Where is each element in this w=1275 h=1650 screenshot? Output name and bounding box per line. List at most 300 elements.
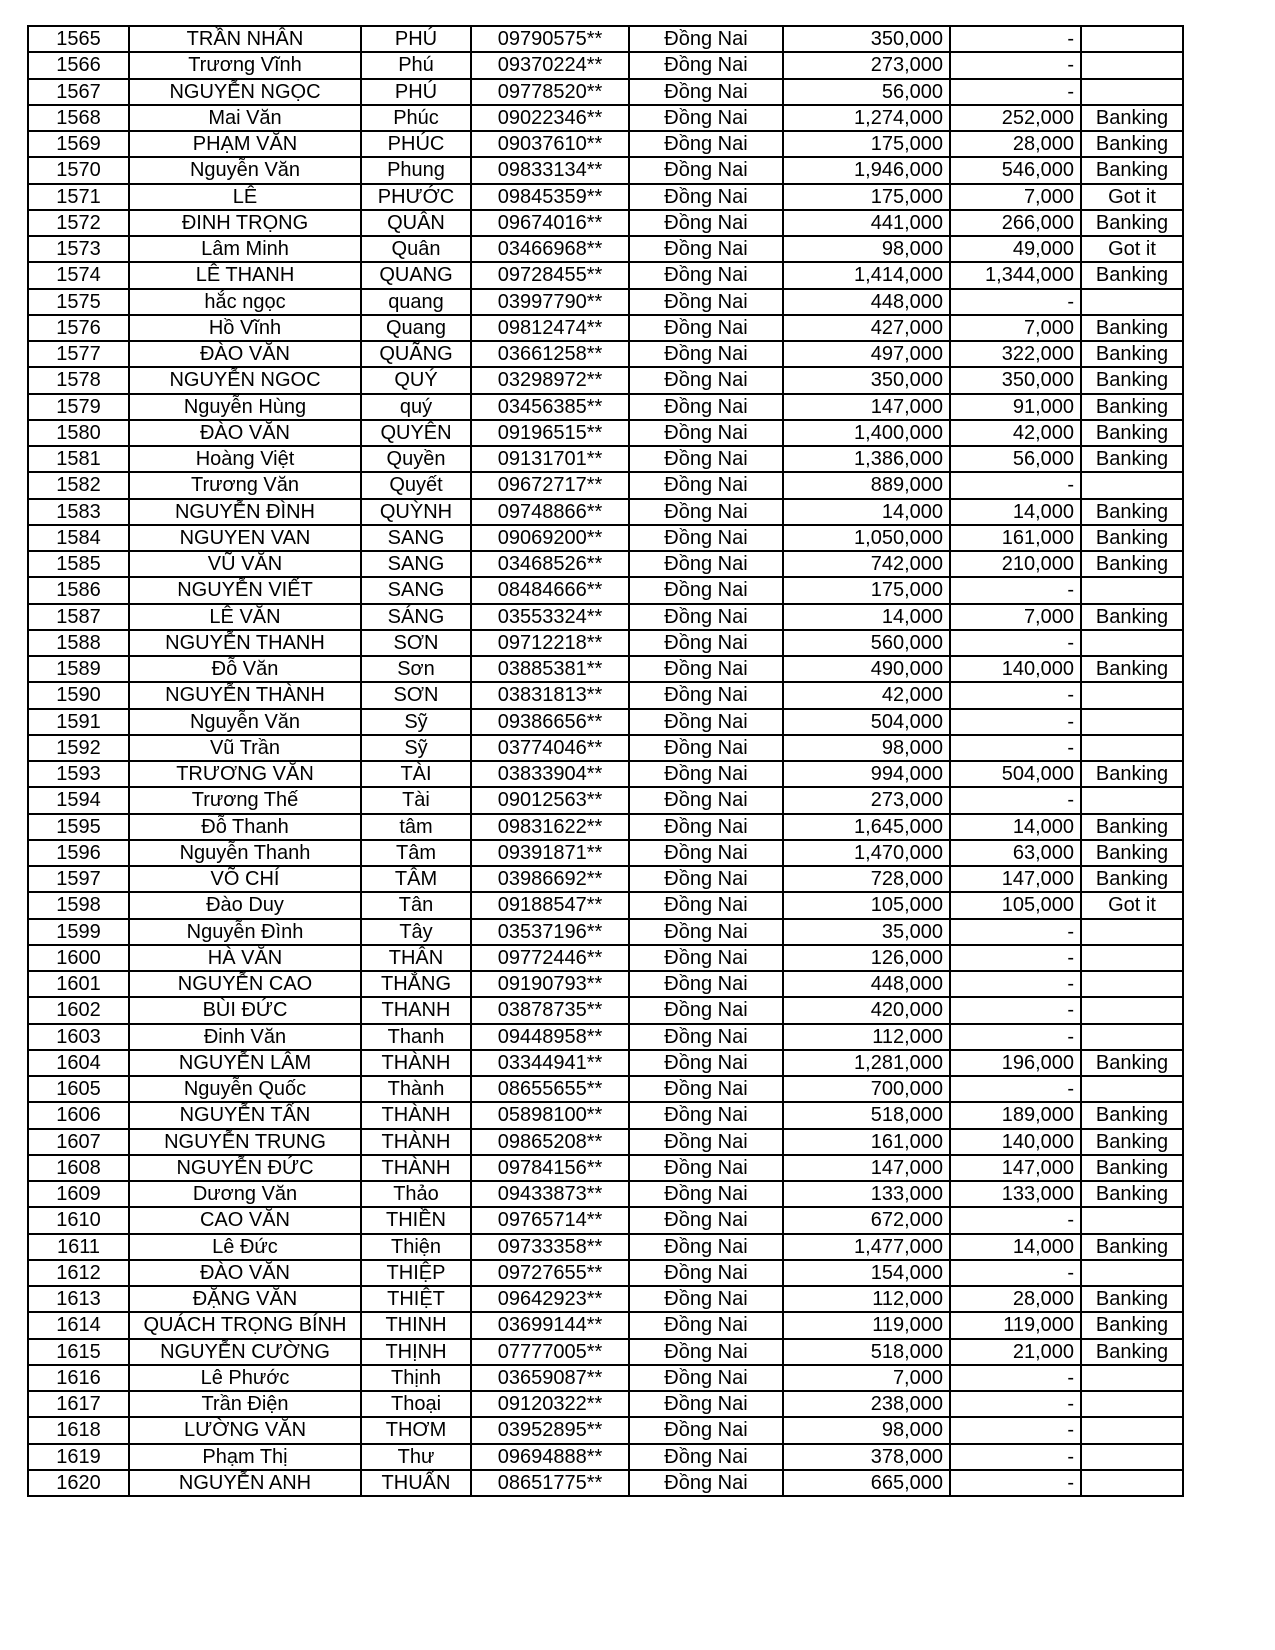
- given-name-cell: SANG: [361, 551, 471, 577]
- row-number-cell: 1602: [28, 997, 129, 1023]
- table-row: [28, 26, 1183, 52]
- amount-cell: 448,000: [783, 971, 950, 997]
- table-row: [28, 1365, 1183, 1391]
- table-row: [28, 1417, 1183, 1443]
- paid-cell: -: [950, 971, 1081, 997]
- phone-cell: 09772446**: [471, 945, 629, 971]
- phone-cell: 03661258**: [471, 341, 629, 367]
- paid-cell: -: [950, 472, 1081, 498]
- amount-cell: 7,000: [783, 1365, 950, 1391]
- phone-cell: 03774046**: [471, 735, 629, 761]
- amount-cell: 1,645,000: [783, 814, 950, 840]
- table-row: [28, 131, 1183, 157]
- amount-cell: 1,470,000: [783, 840, 950, 866]
- method-cell: [1081, 289, 1183, 315]
- given-name-cell: PHÚ: [361, 79, 471, 105]
- given-name-cell: Thảo: [361, 1181, 471, 1207]
- table-row: [28, 394, 1183, 420]
- province-cell: Đồng Nai: [629, 630, 783, 656]
- method-cell: [1081, 971, 1183, 997]
- amount-cell: 14,000: [783, 604, 950, 630]
- given-name-cell: QUÃNG: [361, 341, 471, 367]
- row-number-cell: 1608: [28, 1155, 129, 1181]
- paid-cell: -: [950, 919, 1081, 945]
- province-cell: Đồng Nai: [629, 236, 783, 262]
- amount-cell: 1,274,000: [783, 105, 950, 131]
- row-number-cell: 1603: [28, 1024, 129, 1050]
- paid-cell: 196,000: [950, 1050, 1081, 1076]
- row-number-cell: 1601: [28, 971, 129, 997]
- row-number-cell: 1575: [28, 289, 129, 315]
- amount-cell: 14,000: [783, 499, 950, 525]
- phone-cell: 03833904**: [471, 761, 629, 787]
- phone-cell: 03344941**: [471, 1050, 629, 1076]
- given-name-cell: Quân: [361, 236, 471, 262]
- method-cell: [1081, 1365, 1183, 1391]
- table-row: [28, 814, 1183, 840]
- amount-cell: 1,386,000: [783, 446, 950, 472]
- table-row: [28, 157, 1183, 183]
- method-cell: [1081, 945, 1183, 971]
- paid-cell: 21,000: [950, 1339, 1081, 1365]
- amount-cell: 1,477,000: [783, 1234, 950, 1260]
- province-cell: Đồng Nai: [629, 682, 783, 708]
- table-row: [28, 472, 1183, 498]
- province-cell: Đồng Nai: [629, 866, 783, 892]
- method-cell: Banking: [1081, 1286, 1183, 1312]
- paid-cell: 28,000: [950, 1286, 1081, 1312]
- surname-cell: Đinh Văn: [129, 1024, 361, 1050]
- table-row: [28, 1076, 1183, 1102]
- surname-cell: NGUYỄN TẤN: [129, 1102, 361, 1128]
- table-row: [28, 1050, 1183, 1076]
- phone-cell: 09727655**: [471, 1260, 629, 1286]
- table-row: [28, 892, 1183, 918]
- surname-cell: PHẠM VĂN: [129, 131, 361, 157]
- paid-cell: -: [950, 1365, 1081, 1391]
- row-number-cell: 1612: [28, 1260, 129, 1286]
- paid-cell: 28,000: [950, 131, 1081, 157]
- province-cell: Đồng Nai: [629, 157, 783, 183]
- paid-cell: -: [950, 945, 1081, 971]
- amount-cell: 490,000: [783, 656, 950, 682]
- paid-cell: -: [950, 1024, 1081, 1050]
- given-name-cell: Phúc: [361, 105, 471, 131]
- method-cell: Banking: [1081, 262, 1183, 288]
- row-number-cell: 1584: [28, 525, 129, 551]
- phone-cell: 09784156**: [471, 1155, 629, 1181]
- surname-cell: Nguyễn Quốc: [129, 1076, 361, 1102]
- paid-cell: 91,000: [950, 394, 1081, 420]
- province-cell: Đồng Nai: [629, 262, 783, 288]
- method-cell: Banking: [1081, 1181, 1183, 1207]
- given-name-cell: SƠN: [361, 682, 471, 708]
- row-number-cell: 1589: [28, 656, 129, 682]
- given-name-cell: QUANG: [361, 262, 471, 288]
- given-name-cell: QUYÊN: [361, 420, 471, 446]
- paid-cell: 322,000: [950, 341, 1081, 367]
- method-cell: [1081, 1444, 1183, 1470]
- province-cell: Đồng Nai: [629, 367, 783, 393]
- province-cell: Đồng Nai: [629, 1050, 783, 1076]
- given-name-cell: PHƯỚC: [361, 184, 471, 210]
- paid-cell: 140,000: [950, 1129, 1081, 1155]
- table-row: [28, 1470, 1183, 1496]
- phone-cell: 03537196**: [471, 919, 629, 945]
- table-row: [28, 656, 1183, 682]
- table-row: [28, 315, 1183, 341]
- surname-cell: NGUYỄN VIẾT: [129, 577, 361, 603]
- phone-cell: 03659087**: [471, 1365, 629, 1391]
- province-cell: Đồng Nai: [629, 840, 783, 866]
- table-row: [28, 79, 1183, 105]
- paid-cell: 266,000: [950, 210, 1081, 236]
- method-cell: Banking: [1081, 1155, 1183, 1181]
- phone-cell: 09196515**: [471, 420, 629, 446]
- province-cell: Đồng Nai: [629, 446, 783, 472]
- province-cell: Đồng Nai: [629, 131, 783, 157]
- phone-cell: 09120322**: [471, 1391, 629, 1417]
- table-row: [28, 1207, 1183, 1233]
- given-name-cell: Thanh: [361, 1024, 471, 1050]
- amount-cell: 147,000: [783, 1155, 950, 1181]
- row-number-cell: 1588: [28, 630, 129, 656]
- paid-cell: -: [950, 289, 1081, 315]
- amount-cell: 378,000: [783, 1444, 950, 1470]
- province-cell: Đồng Nai: [629, 1286, 783, 1312]
- amount-cell: 504,000: [783, 709, 950, 735]
- phone-cell: 09728455**: [471, 262, 629, 288]
- phone-cell: 03298972**: [471, 367, 629, 393]
- surname-cell: ĐÀO VĂN: [129, 1260, 361, 1286]
- paid-cell: 133,000: [950, 1181, 1081, 1207]
- phone-cell: 03952895**: [471, 1417, 629, 1443]
- paid-cell: -: [950, 682, 1081, 708]
- row-number-cell: 1576: [28, 315, 129, 341]
- surname-cell: NGUYỄN ANH: [129, 1470, 361, 1496]
- given-name-cell: THỊNH: [361, 1339, 471, 1365]
- phone-cell: 09712218**: [471, 630, 629, 656]
- paid-cell: 7,000: [950, 604, 1081, 630]
- phone-cell: 09022346**: [471, 105, 629, 131]
- province-cell: Đồng Nai: [629, 1339, 783, 1365]
- surname-cell: VŨ VĂN: [129, 551, 361, 577]
- table-row: [28, 866, 1183, 892]
- amount-cell: 42,000: [783, 682, 950, 708]
- paid-cell: 504,000: [950, 761, 1081, 787]
- table-row: [28, 1286, 1183, 1312]
- row-number-cell: 1586: [28, 577, 129, 603]
- paid-cell: 1,344,000: [950, 262, 1081, 288]
- amount-cell: 112,000: [783, 1024, 950, 1050]
- table-row: [28, 551, 1183, 577]
- amount-cell: 889,000: [783, 472, 950, 498]
- paid-cell: 119,000: [950, 1312, 1081, 1338]
- method-cell: Banking: [1081, 1129, 1183, 1155]
- phone-cell: 09131701**: [471, 446, 629, 472]
- amount-cell: 161,000: [783, 1129, 950, 1155]
- province-cell: Đồng Nai: [629, 1444, 783, 1470]
- amount-cell: 1,050,000: [783, 525, 950, 551]
- given-name-cell: THẮNG: [361, 971, 471, 997]
- method-cell: Got it: [1081, 236, 1183, 262]
- paid-cell: 546,000: [950, 157, 1081, 183]
- method-cell: Banking: [1081, 1339, 1183, 1365]
- paid-cell: 147,000: [950, 866, 1081, 892]
- amount-cell: 994,000: [783, 761, 950, 787]
- table-row: [28, 1260, 1183, 1286]
- surname-cell: Trương Thế: [129, 787, 361, 813]
- province-cell: Đồng Nai: [629, 787, 783, 813]
- amount-cell: 518,000: [783, 1339, 950, 1365]
- given-name-cell: THÂN: [361, 945, 471, 971]
- surname-cell: Hồ Vĩnh: [129, 315, 361, 341]
- province-cell: Đồng Nai: [629, 919, 783, 945]
- province-cell: Đồng Nai: [629, 997, 783, 1023]
- phone-cell: 09370224**: [471, 52, 629, 78]
- row-number-cell: 1591: [28, 709, 129, 735]
- paid-cell: -: [950, 79, 1081, 105]
- province-cell: Đồng Nai: [629, 79, 783, 105]
- paid-cell: 189,000: [950, 1102, 1081, 1128]
- paid-cell: -: [950, 1391, 1081, 1417]
- phone-cell: 09672717**: [471, 472, 629, 498]
- phone-cell: 08484666**: [471, 577, 629, 603]
- paid-cell: -: [950, 52, 1081, 78]
- method-cell: Banking: [1081, 814, 1183, 840]
- table-row: [28, 1102, 1183, 1128]
- table-row: [28, 735, 1183, 761]
- given-name-cell: Thịnh: [361, 1365, 471, 1391]
- province-cell: Đồng Nai: [629, 761, 783, 787]
- table-row: [28, 971, 1183, 997]
- surname-cell: LÊ THANH: [129, 262, 361, 288]
- row-number-cell: 1605: [28, 1076, 129, 1102]
- table-row: [28, 604, 1183, 630]
- amount-cell: 560,000: [783, 630, 950, 656]
- given-name-cell: THIỆP: [361, 1260, 471, 1286]
- amount-cell: 665,000: [783, 1470, 950, 1496]
- amount-cell: 1,946,000: [783, 157, 950, 183]
- row-number-cell: 1607: [28, 1129, 129, 1155]
- province-cell: Đồng Nai: [629, 1207, 783, 1233]
- given-name-cell: SƠN: [361, 630, 471, 656]
- row-number-cell: 1585: [28, 551, 129, 577]
- phone-cell: 09386656**: [471, 709, 629, 735]
- row-number-cell: 1604: [28, 1050, 129, 1076]
- table-row: [28, 52, 1183, 78]
- paid-cell: 7,000: [950, 315, 1081, 341]
- paid-cell: 42,000: [950, 420, 1081, 446]
- phone-cell: 09433873**: [471, 1181, 629, 1207]
- province-cell: Đồng Nai: [629, 1181, 783, 1207]
- row-number-cell: 1614: [28, 1312, 129, 1338]
- paid-cell: 105,000: [950, 892, 1081, 918]
- method-cell: Banking: [1081, 420, 1183, 446]
- surname-cell: HÀ VĂN: [129, 945, 361, 971]
- given-name-cell: tâm: [361, 814, 471, 840]
- method-cell: [1081, 1391, 1183, 1417]
- table-row: [28, 1391, 1183, 1417]
- method-cell: Banking: [1081, 1050, 1183, 1076]
- amount-cell: 672,000: [783, 1207, 950, 1233]
- paid-cell: 49,000: [950, 236, 1081, 262]
- phone-cell: 08655655**: [471, 1076, 629, 1102]
- amount-cell: 175,000: [783, 131, 950, 157]
- method-cell: [1081, 630, 1183, 656]
- table-row: [28, 1444, 1183, 1470]
- phone-cell: 09012563**: [471, 787, 629, 813]
- given-name-cell: THIỀN: [361, 1207, 471, 1233]
- method-cell: [1081, 735, 1183, 761]
- phone-cell: 09748866**: [471, 499, 629, 525]
- amount-cell: 98,000: [783, 236, 950, 262]
- surname-cell: Trương Văn: [129, 472, 361, 498]
- row-number-cell: 1574: [28, 262, 129, 288]
- surname-cell: Mai Văn: [129, 105, 361, 131]
- table-row: [28, 105, 1183, 131]
- method-cell: [1081, 919, 1183, 945]
- row-number-cell: 1579: [28, 394, 129, 420]
- phone-cell: 09069200**: [471, 525, 629, 551]
- amount-cell: 133,000: [783, 1181, 950, 1207]
- method-cell: Banking: [1081, 1312, 1183, 1338]
- surname-cell: NGUYỄN NGỌC: [129, 79, 361, 105]
- surname-cell: NGUYỄN CAO: [129, 971, 361, 997]
- given-name-cell: Thành: [361, 1076, 471, 1102]
- method-cell: [1081, 79, 1183, 105]
- row-number-cell: 1569: [28, 131, 129, 157]
- paid-cell: -: [950, 1076, 1081, 1102]
- given-name-cell: Tài: [361, 787, 471, 813]
- given-name-cell: Quang: [361, 315, 471, 341]
- table-row: [28, 945, 1183, 971]
- paid-cell: -: [950, 709, 1081, 735]
- row-number-cell: 1580: [28, 420, 129, 446]
- province-cell: Đồng Nai: [629, 210, 783, 236]
- given-name-cell: Sơn: [361, 656, 471, 682]
- surname-cell: Đỗ Thanh: [129, 814, 361, 840]
- phone-cell: 09778520**: [471, 79, 629, 105]
- paid-cell: 252,000: [950, 105, 1081, 131]
- table-row: [28, 761, 1183, 787]
- amount-cell: 427,000: [783, 315, 950, 341]
- surname-cell: Trần Điện: [129, 1391, 361, 1417]
- table-body: [28, 26, 1183, 1496]
- surname-cell: NGUYỄN ĐỨC: [129, 1155, 361, 1181]
- method-cell: Banking: [1081, 1234, 1183, 1260]
- amount-cell: 175,000: [783, 577, 950, 603]
- phone-cell: 03553324**: [471, 604, 629, 630]
- paid-cell: -: [950, 26, 1081, 52]
- table-row: [28, 630, 1183, 656]
- method-cell: [1081, 577, 1183, 603]
- province-cell: Đồng Nai: [629, 1365, 783, 1391]
- table-row: [28, 289, 1183, 315]
- given-name-cell: THANH: [361, 997, 471, 1023]
- table-row: [28, 236, 1183, 262]
- phone-cell: 09845359**: [471, 184, 629, 210]
- row-number-cell: 1594: [28, 787, 129, 813]
- province-cell: Đồng Nai: [629, 656, 783, 682]
- method-cell: [1081, 1207, 1183, 1233]
- given-name-cell: Thiện: [361, 1234, 471, 1260]
- table-row: [28, 184, 1183, 210]
- table-row: [28, 709, 1183, 735]
- phone-cell: 09733358**: [471, 1234, 629, 1260]
- surname-cell: ĐẶNG VĂN: [129, 1286, 361, 1312]
- table-row: [28, 420, 1183, 446]
- province-cell: Đồng Nai: [629, 394, 783, 420]
- row-number-cell: 1617: [28, 1391, 129, 1417]
- phone-cell: 03699144**: [471, 1312, 629, 1338]
- table-row: [28, 919, 1183, 945]
- paid-cell: -: [950, 630, 1081, 656]
- phone-cell: 03831813**: [471, 682, 629, 708]
- row-number-cell: 1606: [28, 1102, 129, 1128]
- surname-cell: VÕ CHÍ: [129, 866, 361, 892]
- given-name-cell: THUẤN: [361, 1470, 471, 1496]
- surname-cell: NGUYỄN NGOC: [129, 367, 361, 393]
- table-row: [28, 367, 1183, 393]
- phone-cell: 03986692**: [471, 866, 629, 892]
- method-cell: Banking: [1081, 866, 1183, 892]
- surname-cell: TRẦN NHÂN: [129, 26, 361, 52]
- row-number-cell: 1611: [28, 1234, 129, 1260]
- surname-cell: NGUYỄN CƯỜNG: [129, 1339, 361, 1365]
- given-name-cell: SÁNG: [361, 604, 471, 630]
- phone-cell: 05898100**: [471, 1102, 629, 1128]
- amount-cell: 742,000: [783, 551, 950, 577]
- row-number-cell: 1595: [28, 814, 129, 840]
- method-cell: Banking: [1081, 367, 1183, 393]
- paid-cell: 7,000: [950, 184, 1081, 210]
- given-name-cell: Thoại: [361, 1391, 471, 1417]
- row-number-cell: 1592: [28, 735, 129, 761]
- phone-cell: 03878735**: [471, 997, 629, 1023]
- row-number-cell: 1609: [28, 1181, 129, 1207]
- given-name-cell: quang: [361, 289, 471, 315]
- method-cell: [1081, 682, 1183, 708]
- row-number-cell: 1598: [28, 892, 129, 918]
- given-name-cell: Quyết: [361, 472, 471, 498]
- table-row: [28, 341, 1183, 367]
- row-number-cell: 1572: [28, 210, 129, 236]
- amount-cell: 126,000: [783, 945, 950, 971]
- row-number-cell: 1593: [28, 761, 129, 787]
- given-name-cell: THÀNH: [361, 1102, 471, 1128]
- phone-cell: 09694888**: [471, 1444, 629, 1470]
- row-number-cell: 1567: [28, 79, 129, 105]
- phone-cell: 09190793**: [471, 971, 629, 997]
- given-name-cell: Tây: [361, 919, 471, 945]
- phone-cell: 03456385**: [471, 394, 629, 420]
- method-cell: [1081, 472, 1183, 498]
- province-cell: Đồng Nai: [629, 1260, 783, 1286]
- method-cell: Banking: [1081, 341, 1183, 367]
- province-cell: Đồng Nai: [629, 1155, 783, 1181]
- method-cell: Got it: [1081, 184, 1183, 210]
- row-number-cell: 1578: [28, 367, 129, 393]
- paid-cell: -: [950, 1470, 1081, 1496]
- method-cell: Banking: [1081, 499, 1183, 525]
- given-name-cell: THÀNH: [361, 1155, 471, 1181]
- row-number-cell: 1615: [28, 1339, 129, 1365]
- given-name-cell: Phung: [361, 157, 471, 183]
- province-cell: Đồng Nai: [629, 315, 783, 341]
- paid-cell: -: [950, 735, 1081, 761]
- phone-cell: 09790575**: [471, 26, 629, 52]
